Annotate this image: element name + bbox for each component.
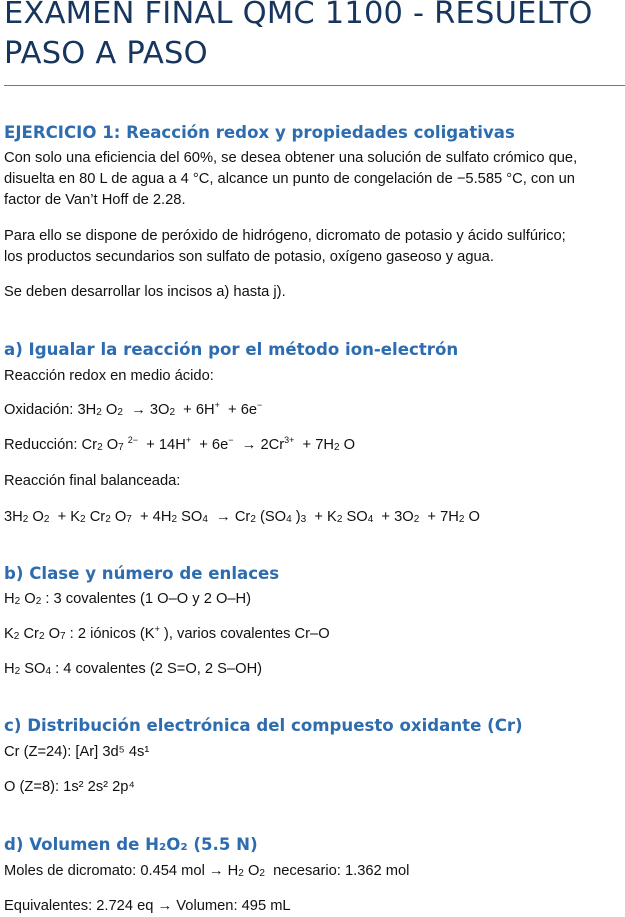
cr-electron-config: Cr (Z=24): [Ar] 3d⁵ 4s¹ [4, 744, 150, 760]
oxidation-half-reaction: Oxidación: 3H2 O2 → 3O2 + 6H+ + 6e− [4, 400, 263, 418]
title-line-1: EXAMEN FINAL QMC 1100 - RESUELTO [4, 0, 593, 31]
document-title [4, 0, 619, 74]
dichromate-moles: Moles de dicromato: 0.454 mol → H2 O2 necesario: 1.362 mol [4, 863, 410, 879]
ex1-para3: Se deben desarrollar los incisos a) hasta j). [4, 284, 286, 300]
ex1-para1-line1: Con solo una eficiencia del 60%, se desea obtener una solución de sulfato crómico que, [4, 150, 578, 166]
ex1-para1-line3: factor de Van’t Hoff de 2.28. [4, 192, 186, 208]
bonds-k2cr2o7: K2 Cr2 O7 : 2 iónicos (K+ ), varios covalentes Cr–O [4, 624, 330, 642]
section-d-heading: d) Volumen de H₂O₂ (5.5 N) [4, 835, 258, 854]
section-c-heading: c) Distribución electrónica del compuesto oxidante (Cr) [4, 716, 523, 735]
section-a-intro: Reacción redox en medio ácido: [4, 368, 214, 384]
balanced-reaction: 3H2 O2 + K2 Cr2 O7 + 4H2 SO4 → Cr2 (SO4 )3 + K2 SO4 + 3O2 + 7H2 O [4, 509, 480, 525]
ex1-para1-line2: disuelta en 80 L de agua a 4 °C, alcance un punto de congelación de −5.585 °C, con un [4, 171, 575, 187]
ex1-para2-line2: los productos secundarios son sulfato de potasio, oxígeno gaseoso y agua. [4, 249, 494, 265]
final-reaction-label: Reacción final balanceada: [4, 473, 181, 489]
section-b-heading: b) Clase y número de enlaces [4, 564, 280, 583]
reduction-half-reaction: Reducción: Cr2 O7 $^{2-} + 14H^+ + 6e^- \to 2Cr^{3+} + 7H2$ O [4, 435, 356, 453]
ex1-para2-line1: Para ello se dispone de peróxido de hidrógeno, dicromato de potasio y ácido sulfúrico; [4, 228, 566, 244]
o-electron-config: O (Z=8): 1s² 2s² 2p⁴ [4, 779, 135, 795]
title-underline [4, 85, 625, 86]
title-line-2: PASO A PASO [4, 36, 208, 71]
equivalents-volume: Equivalentes: 2.724 eq → Volumen: 495 mL [4, 898, 291, 914]
bonds-h2so4: H2 SO4 : 4 covalentes (2 S=O, 2 S–OH) [4, 661, 263, 677]
section-a-heading: a) Igualar la reacción por el método ion-electrón [4, 340, 459, 359]
exercise-1-heading: EJERCICIO 1: Reacción redox y propiedades coligativas [4, 123, 515, 142]
bonds-h2o2: H2 O2 : 3 covalentes (1 O–O y 2 O–H) [4, 591, 252, 607]
